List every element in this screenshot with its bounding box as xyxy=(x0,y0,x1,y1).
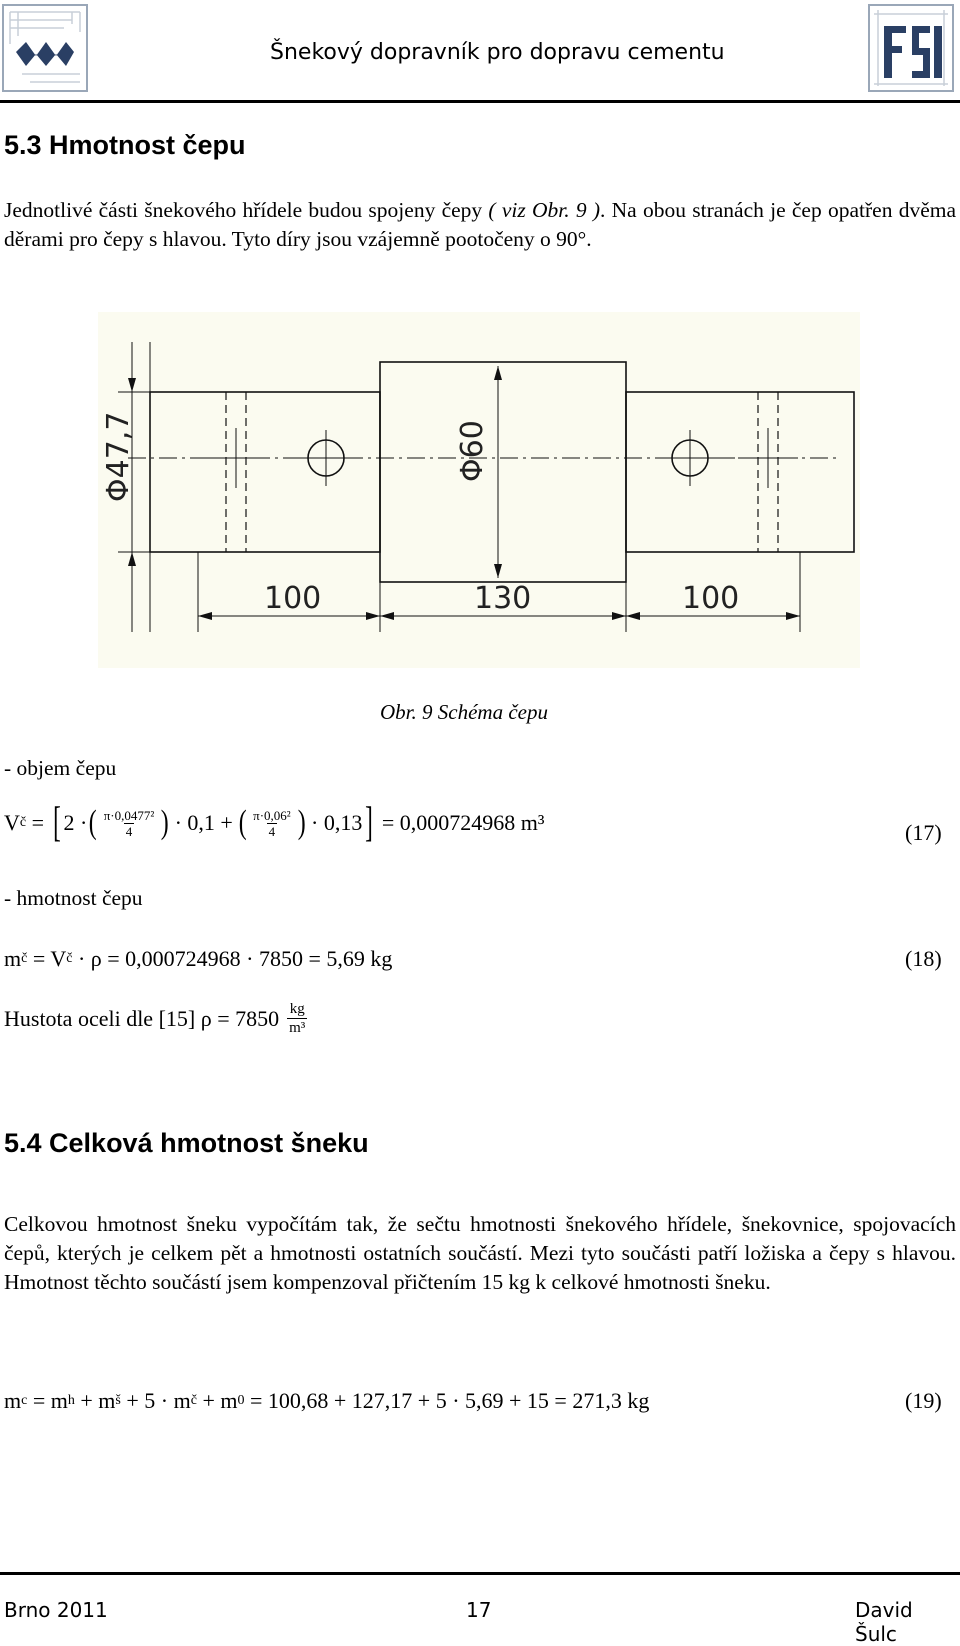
section-heading-5-4: 5.4 Celková hmotnost šneku xyxy=(4,1128,369,1158)
eq17-bracket-open: [ xyxy=(52,800,61,846)
section-heading-5-3: 5.3 Hmotnost čepu xyxy=(4,130,246,160)
eq17-two: 2 · xyxy=(63,810,88,835)
eq17-tail: · 0,13 xyxy=(311,810,363,835)
density-text: Hustota oceli dle [15] ρ = 7850 xyxy=(4,1005,280,1031)
pin-schematic-drawing xyxy=(98,312,860,668)
eq18-eqv: = V xyxy=(27,946,67,971)
eq17-equals: = xyxy=(26,810,50,835)
density-unit-num: kg xyxy=(289,1001,305,1017)
dimension-length-middle: 130 xyxy=(474,581,532,616)
university-logo-icon xyxy=(2,4,88,92)
paragraph-5-4: Celkovou hmotnost šneku vypočítám tak, že sečtu hmotnosti šnekového hřídele, šnekovnice, spojovacích čepů, kterých je celkem pět a hmotnosti ostatních součástí. Mezi tyto součásti patří ložiska a čepy s hlavou. Hmotnost těchto součástí jsem kompenzoval přičtením 15 kg k celkové hmotnosti šneku. xyxy=(4,1212,956,1294)
eq19-m: m xyxy=(4,1388,22,1413)
eq18-rest: · ρ = 0,000724968 · 7850 = 5,69 kg xyxy=(72,946,393,971)
eq17-result: = 0,000724968 m³ xyxy=(376,810,545,835)
equation-19 xyxy=(4,1388,649,1414)
footer-rule xyxy=(0,1572,960,1575)
equation-number-17: (17) xyxy=(905,820,942,845)
figure-reference: ( viz Obr. 9 ) xyxy=(488,198,601,222)
eq17-lhs: V xyxy=(4,810,20,835)
eq18-m-sub: č xyxy=(21,951,28,966)
eq19-p1: = m xyxy=(27,1388,68,1413)
footer-place-date: Brno 2011 xyxy=(4,1598,108,1622)
eq17-fraction-2 xyxy=(251,808,293,839)
eq18-m: m xyxy=(4,946,22,971)
eq19-sub-cc: č xyxy=(190,1393,197,1408)
footer-page-number: 17 xyxy=(466,1598,492,1622)
dimension-length-left: 100 xyxy=(264,581,322,616)
eq19-p5: = 100,68 + 127,17 + 5 · 5,69 + 15 = 271,3 kg xyxy=(244,1388,650,1413)
eq17-bracket-close: ] xyxy=(365,800,374,846)
eq19-sub-s: š xyxy=(115,1393,121,1408)
density-line xyxy=(4,1000,310,1037)
label-mass: - hmotnost čepu xyxy=(4,886,143,910)
eq19-p3: + 5 · m xyxy=(120,1388,191,1413)
density-unit-den: m³ xyxy=(289,1020,306,1036)
eq19-p2: + m xyxy=(74,1388,116,1413)
eq17-lhs-sub: č xyxy=(19,815,27,830)
footer-author: David Šulc xyxy=(855,1598,913,1646)
eq19-sub-h: h xyxy=(67,1393,75,1408)
equation-number-19: (19) xyxy=(905,1388,942,1413)
eq17-paren-open-1: ( xyxy=(89,804,97,841)
eq19-sub-c: c xyxy=(21,1393,28,1408)
dimension-length-right: 100 xyxy=(682,581,740,616)
density-unit-fraction xyxy=(287,1000,307,1037)
eq17-paren-open-2: ( xyxy=(238,804,247,841)
eq17-fraction-1 xyxy=(102,808,157,839)
header-title: Šnekový dopravník pro dopravu cementu xyxy=(270,40,725,65)
equation-18 xyxy=(4,946,392,972)
equation-17 xyxy=(4,800,545,846)
eq17-f1-num: π·0,0477² xyxy=(103,807,155,823)
figure-caption: Obr. 9 Schéma čepu xyxy=(380,700,548,724)
eq17-f2-den: 4 xyxy=(268,823,276,839)
dimension-diameter-47-7: Φ47,7 xyxy=(101,411,136,502)
eq17-mid: · 0,1 + xyxy=(174,810,233,835)
eq18-v-sub: č xyxy=(66,951,73,966)
eq19-p4: + m xyxy=(196,1388,238,1413)
faculty-logo-icon xyxy=(868,4,954,92)
eq17-paren-close-2: ) xyxy=(297,804,306,841)
paragraph-5-3 xyxy=(4,196,956,254)
eq17-f1-den: 4 xyxy=(125,823,133,839)
equation-number-18: (18) xyxy=(905,946,942,971)
header-rule xyxy=(0,100,960,103)
paragraph-5-3-part-b: . Na obou stranách je čep opatřen dvěma děrami pro čepy s hlavou. Tyto díry jsou vzájemně pootočeny o 90°. xyxy=(4,198,957,251)
paragraph-5-3-part-a: Jednotlivé části šnekového hřídele budou spojeny čepy xyxy=(4,198,489,222)
eq17-f2-num: π·0,06² xyxy=(253,807,291,823)
dimension-diameter-60: Φ60 xyxy=(455,420,490,482)
eq19-sub-0: 0 xyxy=(237,1393,245,1408)
label-volume: - objem čepu xyxy=(4,756,117,780)
eq17-paren-close-1: ) xyxy=(160,804,169,841)
